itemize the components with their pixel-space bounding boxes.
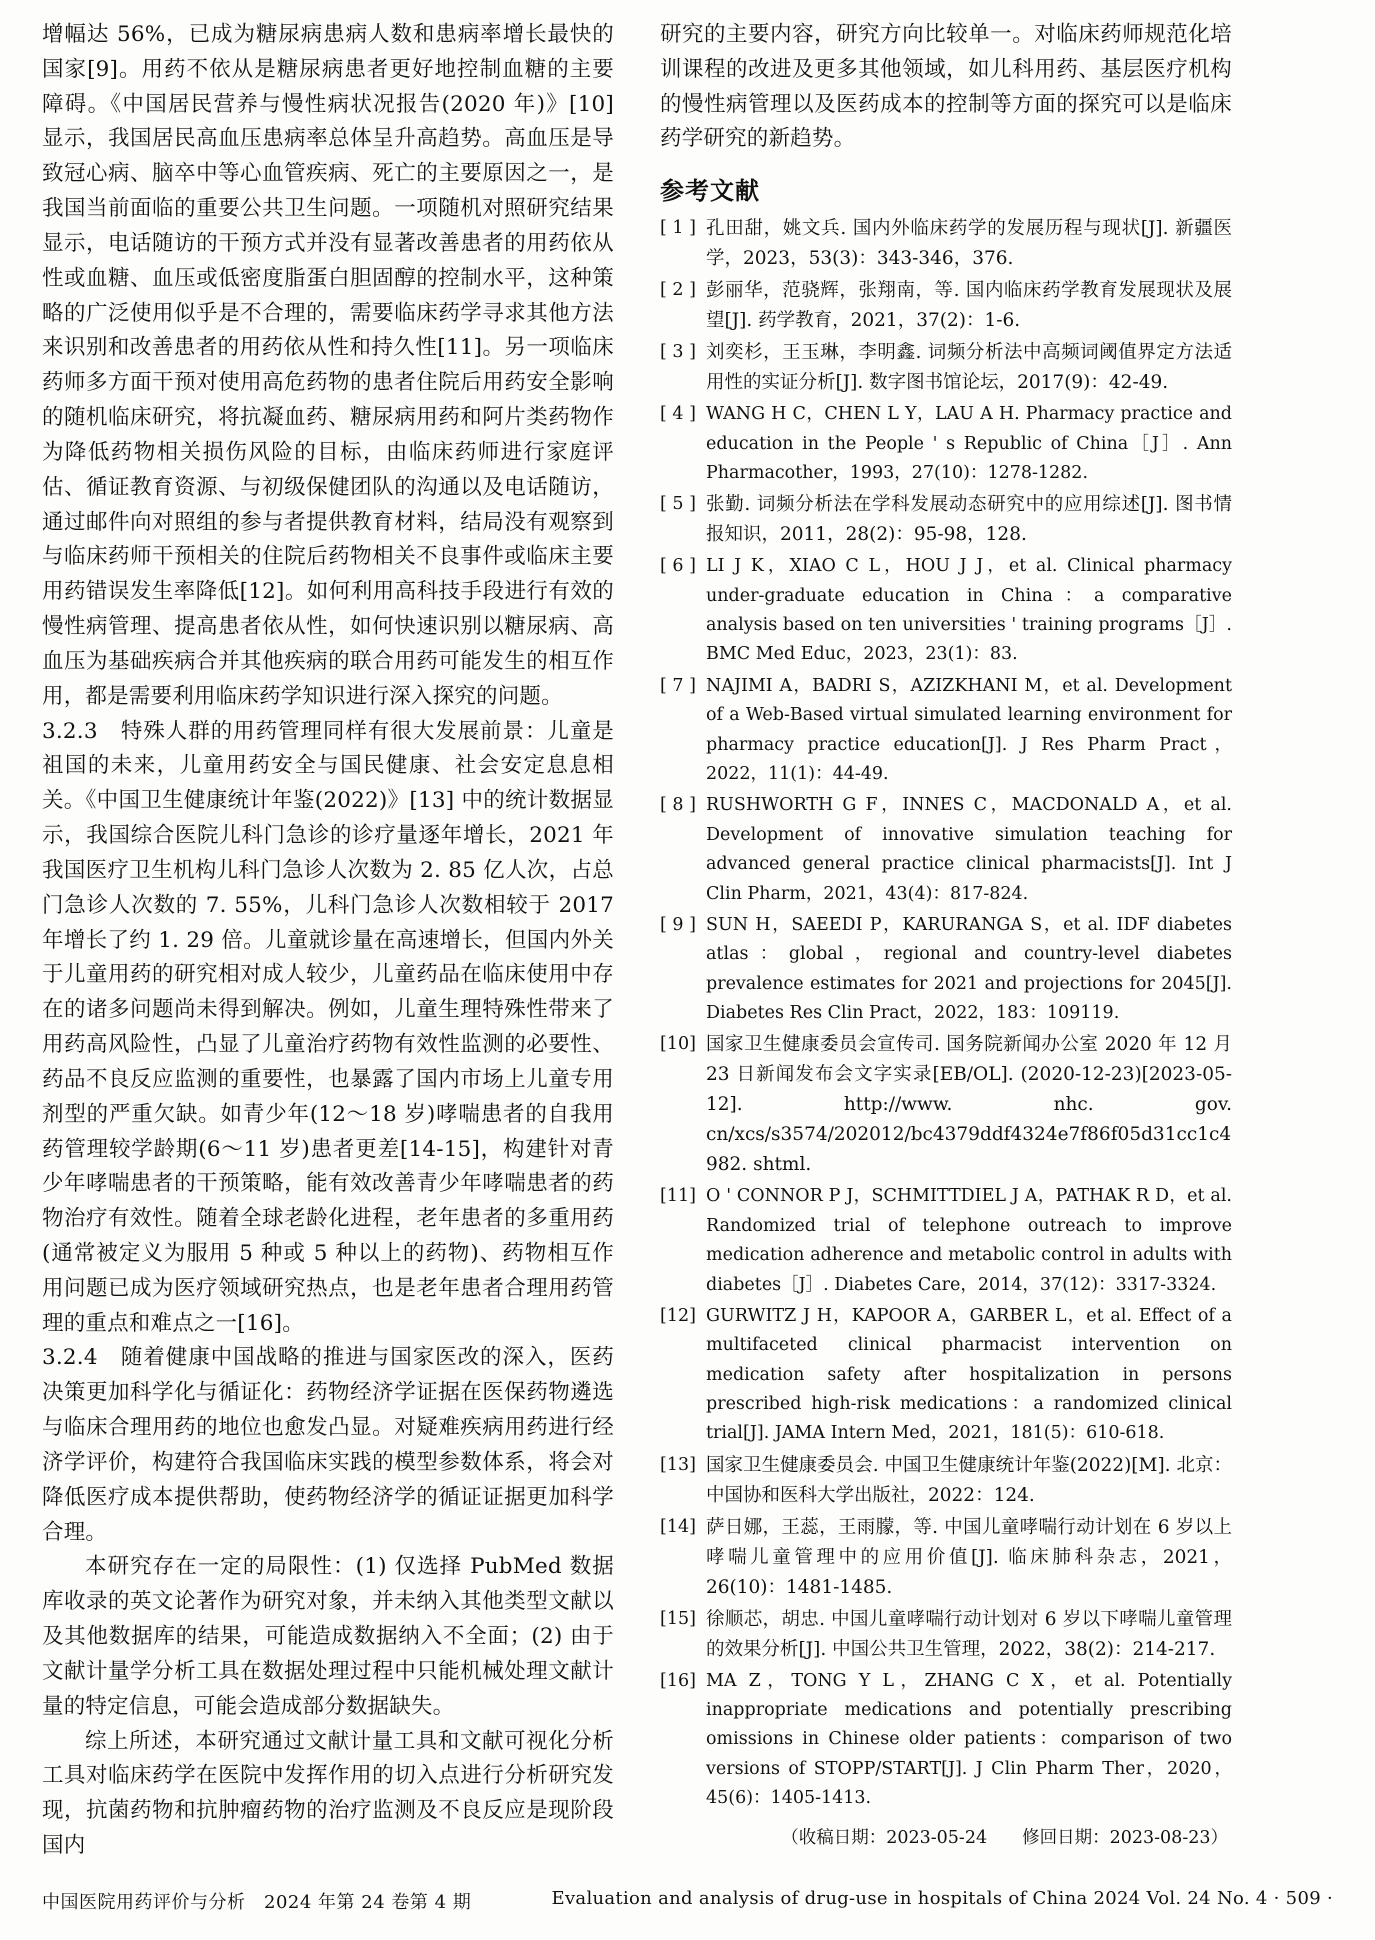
reference-number: [ 5 ] (660, 494, 696, 515)
reference-item (660, 214, 1232, 274)
reference-text: SUN H，SAEEDI P，KARURANGA S，et al. IDF diabetes atlas：global，regional and country-level diabetes prevalence estimates for 2021 and projections for 2045[J]. Diabetes Res Clin Pract，2022，183：109119. (706, 914, 1232, 1024)
reference-text: 萨日娜，王蕊，王雨朦，等. 中国儿童哮喘行动计划在 6 岁以上哮喘儿童管理中的应用价值[J]. 临床肺科杂志，2021，26(10)：1481-1485. (706, 1516, 1232, 1598)
reference-number: [11] (660, 1186, 696, 1207)
reference-text: RUSHWORTH G F，INNES C，MACDONALD A，et al. Development of innovative simulation teaching for advanced general practice clinical pharmacists[J]. Int J Clin Pharm，2021，43(4)：817-824. (706, 795, 1232, 904)
reference-text: 国家卫生健康委员会. 中国卫生健康统计年鉴(2022)[M]. 北京：中国协和医科大学出版社，2022：124. (706, 1454, 1232, 1506)
reference-item (660, 791, 1232, 909)
reference-number: [ 1 ] (660, 218, 696, 239)
paragraph-continued: 增幅达 56%，已成为糖尿病患病人数和患病率增长最快的国家[9]。用药不依从是糖尿病患者更好地控制血糖的主要障碍。《中国居民营养与慢性病状况报告(2020 年)》[10] 显示，我国居民高血压患病率总体呈升高趋势。高血压是导致冠心病、脑卒中等心血管疾病、死亡的主要原因之一，是我国当前面临的重要公共卫生问题。一项随机对照研究结果显示，电话随访的干预方式并没有显著改善患者的用药依从性或血糖、血压或低密度脂蛋白胆固醇的控制水平，这种策略的广泛使用似乎是不合理的，需要临床药学寻求其他方法来识别和改善患者的用药依从性和持久性[11]。另一项临床药师多方面干预对使用高危药物的患者住院后用药安全影响的随机临床研究，将抗凝血药、糖尿病用药和阿片类药物作为降低药物相关损伤风险的目标，由临床药师进行家庭评估、循证教育资源、与初级保健团队的沟通以及电话随访，通过邮件向对照组的参与者提供教育材料，结局没有观察到与临床药师干预相关的住院后药物相关不良事件或临床主要用药错误发生率降低[12]。如何利用高科技手段进行有效的慢性病管理、提高患者依从性，如何快速识别以糖尿病、高血压为基础疾病合并其他疾病的联合用药可能发生的相互作用，都是需要利用临床药学知识进行深入探究的问题。 (42, 22, 614, 709)
reference-text: WANG H C，CHEN L Y，LAU A H. Pharmacy practice and education in the People ' s Republic of China［J］. Ann Pharmacother，1993，27(10)：1278-1282. (706, 404, 1232, 483)
reference-text: 彭丽华，范骁辉，张翔南，等. 国内临床药学教育发展现状及展望[J]. 药学教育，2021，37(2)：1-6. (706, 280, 1232, 332)
reference-number: [14] (660, 1516, 696, 1537)
reference-item (660, 1605, 1232, 1665)
reference-item (660, 1667, 1232, 1814)
reference-text: GURWITZ J H，KAPOOR A，GARBER L，et al. Effect of a multifaceted clinical pharmacist intervention on medication safety after hospitalization in persons prescribed high-risk medications：a randomized clinical trial[J]. JAMA Intern Med，2021，181(5)：610-618. (706, 1305, 1232, 1444)
reference-text: 孔田甜，姚文兵. 国内外临床药学的发展历程与现状[J]. 新疆医学，2023，53(3)：343-346，376. (706, 218, 1232, 270)
footer-journal-en: Evaluation and analysis of drug-use in hospitals of China 2024 Vol. 24 No. 4 · 509 · (551, 1888, 1333, 1909)
section-3-2-3: 3.2.3 特殊人群的用药管理同样有很大发展前景：儿童是祖国的未来，儿童用药安全与国民健康、社会安定息息相关。《中国卫生健康统计年鉴(2022)》[13] 中的统计数据显示，我国综合医院儿科门急诊的诊疗量逐年增长，2021 年我国医疗卫生机构儿科门急诊人次数为 2. 85 亿人次，占总门急诊人次数的 7. 55%，儿科门急诊人次数相较于 2017 年增长了约 1. 29 倍。儿童就诊量在高速增长，但国内外关于儿童用药的研究相对成人较少，儿童药品在临床使用中存在的诸多问题尚未得到解决。例如，儿童生理特殊性带来了用药高风险性，凸显了儿童治疗药物有效性监测的必要性、药品不良反应监测的重要性，也暴露了国内市场上儿童专用剂型的严重欠缺。如青少年(12～18 岁)哮喘患者的自我用药管理较学龄期(6～11 岁)患者更差[14-15]，构建针对青少年哮喘患者的干预策略，能有效改善青少年哮喘患者的药物治疗有效性。随着全球老龄化进程，老年患者的多重用药(通常被定义为服用 5 种或 5 种以上的药物)、药物相互作用问题已成为医疗领域研究热点，也是老年患者合理用药管理的重点和难点之一[16]。 (42, 718, 614, 1336)
reference-item (660, 400, 1232, 488)
reference-text: MA Z，TONG Y L，ZHANG C X，et al. Potentially inappropriate medications and potentially prescribing omissions in Chinese older patients：comparison of two versions of STOPP/START[J]. J Clin Pharm Ther，2020，45(6)：1405-1413. (706, 1670, 1232, 1809)
reference-text: 徐顺芯，胡忠. 中国儿童哮喘行动计划对 6 岁以下哮喘儿童管理的效果分析[J]. 中国公共卫生管理，2022，38(2)：214-217. (706, 1608, 1232, 1660)
two-column-body (42, 18, 1333, 1859)
limitations-paragraph: 本研究存在一定的局限性：(1) 仅选择 PubMed 数据库收录的英文论著作为研究对象，并未纳入其他类型文献以及其他数据库的结果，可能造成数据纳入不全面；(2) 由于文献计量学分析工具在数据处理过程中只能机械处理文献计量的特定信息，可能会造成部分数据缺失。 (42, 1554, 614, 1719)
reference-number: [ 3 ] (660, 342, 696, 363)
reference-item (660, 1513, 1232, 1603)
reference-number: [16] (660, 1670, 696, 1691)
reference-item (660, 672, 1232, 790)
reference-number: [10] (660, 1034, 696, 1055)
reference-text: NAJIMI A，BADRI S，AZIZKHANI M，et al. Development of a Web-Based virtual simulated learning environment for pharmacy practice education[J]. J Res Pharm Pract，2022，11(1)：44-49. (706, 675, 1232, 784)
references-list (660, 214, 1232, 1813)
reference-item (660, 338, 1232, 398)
reference-item (660, 1030, 1232, 1180)
reference-item (660, 276, 1232, 336)
conclusion-paragraph: 综上所述，本研究通过文献计量工具和文献可视化分析工具对临床药学在医院中发挥作用的切入点进行分析研究发现，抗菌药物和抗肿瘤药物的治疗监测及不良反应是现阶段国内 (42, 1728, 614, 1859)
reference-item (660, 911, 1232, 1029)
manuscript-date-line: （收稿日期：2023-05-24 修回日期：2023-08-23） (781, 1827, 1228, 1848)
reference-number: [ 6 ] (660, 556, 696, 577)
references-heading: 参考文献 (660, 177, 760, 206)
reference-text: 张勤. 词频分析法在学科发展动态研究中的应用综述[J]. 图书情报知识，2011，28(2)：95-98，128. (706, 494, 1232, 546)
reference-text: 刘奕杉，王玉琳，李明鑫. 词频分析法中高频词阈值界定方法适用性的实证分析[J]. 数字图书馆论坛，2017(9)：42-49. (706, 342, 1232, 394)
reference-text: O ' CONNOR P J，SCHMITTDIEL J A，PATHAK R D，et al. Randomized trial of telephone outreach to improve medication adherence and metabolic control in adults with diabetes［J］. Diabetes Care，2014，37(12)：3317-3324. (706, 1186, 1232, 1295)
reference-number: [ 9 ] (660, 914, 696, 935)
footer-journal-cn: 中国医院用药评价与分析 2024 年第 24 卷第 4 期 (42, 1892, 472, 1913)
reference-number: [ 8 ] (660, 795, 696, 816)
reference-number: [ 2 ] (660, 280, 696, 301)
reference-number: [13] (660, 1454, 696, 1475)
reference-number: [ 4 ] (660, 404, 696, 425)
reference-text: 国家卫生健康委员会宣传司. 国务院新闻办公室 2020 年 12 月 23 日新闻发布会文字实录[EB/OL]. (2020-12-23)[2023-05-12]. http://www. nhc. gov. cn/xcs/s3574/202012/bc4379ddf4324e7f86f05d31cc1c4982. shtml. (706, 1034, 1232, 1176)
reference-number: [ 7 ] (660, 675, 696, 696)
page-footer (42, 1888, 1333, 1914)
reference-item (660, 490, 1232, 550)
reference-item (660, 552, 1232, 670)
reference-number: [15] (660, 1608, 696, 1629)
left-column (42, 18, 614, 1859)
reference-text: LI J K，XIAO C L，HOU J J，et al. Clinical pharmacy under-graduate education in China：a comparative analysis based on ten universities ' training programs［J］. BMC Med Educ，2023，23(1)：83. (706, 556, 1232, 665)
right-column (660, 18, 1232, 1848)
section-3-2-4: 3.2.4 随着健康中国战略的推进与国家医改的深入，医药决策更加科学化与循证化：药物经济学证据在医保药物遴选与临床合理用药的地位也愈发凸显。对疑难疾病用药进行经济学评价，构建符合我国临床实践的模型参数体系，将会对降低医疗成本提供帮助，使药物经济学的循证证据更加科学合理。 (42, 1345, 614, 1545)
conclusion-paragraph-continued: 研究的主要内容，研究方向比较单一。对临床药师规范化培训课程的改进及更多其他领域，如儿科用药、基层医疗机构的慢性病管理以及医药成本的控制等方面的探究可以是临床药学研究的新趋势。 (660, 22, 1232, 152)
reference-item (660, 1302, 1232, 1449)
reference-number: [12] (660, 1305, 696, 1326)
reference-item (660, 1451, 1232, 1511)
reference-item (660, 1182, 1232, 1300)
